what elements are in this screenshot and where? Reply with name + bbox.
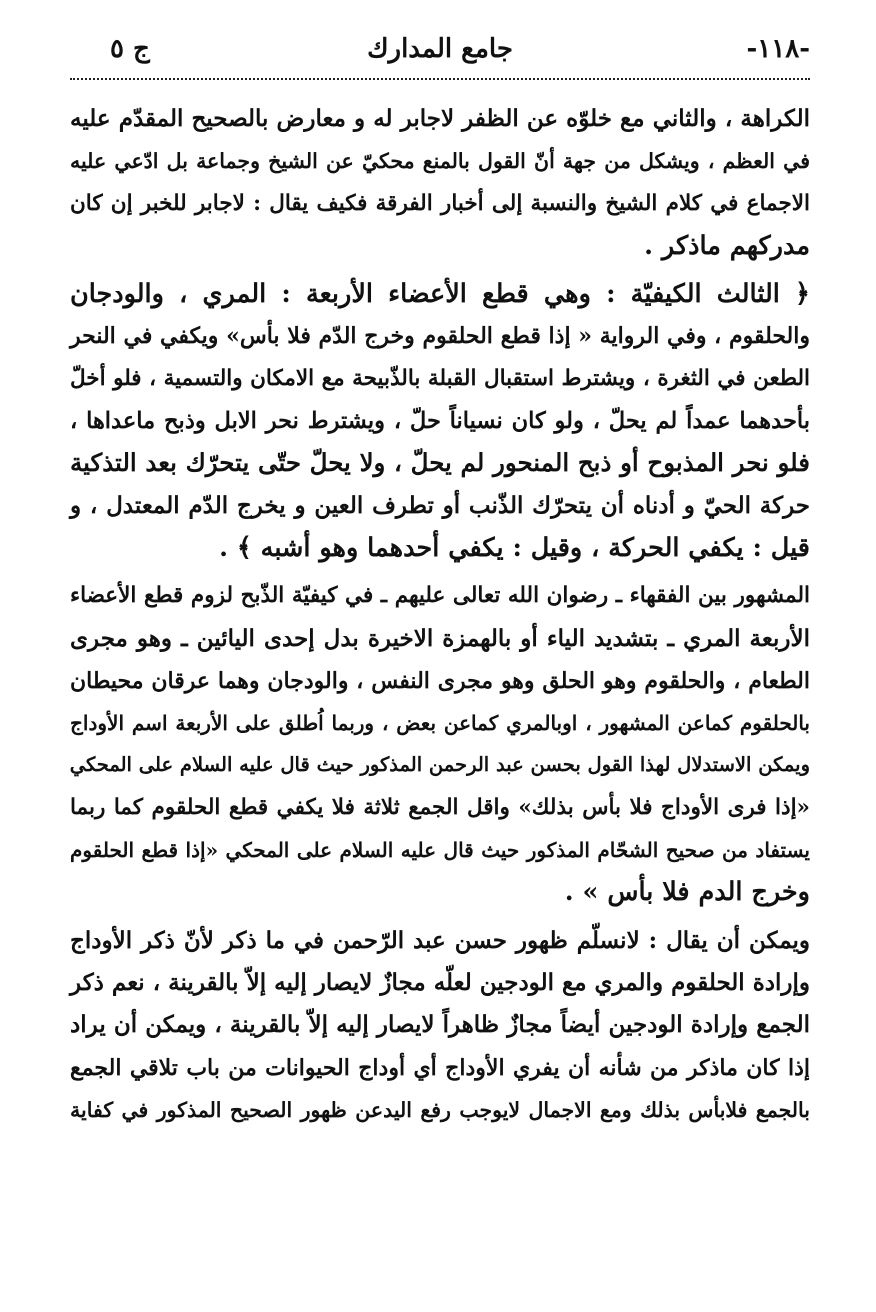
text-line: الطعن في الثغرة ، ويشترط استقبال القبلة بالذّبيحة مع الامكان والتسمية ، فلو أخلّ (70, 365, 810, 391)
text-line: والحلقوم ، وفي الرواية « إذا قطع الحلقوم وخرج الدّم فلا بأس» ويكفي في النحر (70, 323, 810, 350)
page-header (70, 30, 810, 78)
book-title: جامع المدارك (367, 34, 513, 64)
text-line: وإرادة الحلقوم والمري مع الودجين لعلّه مجازٌ لايصار إليه إلاّ بالقرينة ، نعم ذكر (70, 968, 810, 996)
text-line: في العظم ، ويشكل من جهة أنّ القول بالمنع محكيّ عن الشيخ وجماعة بل ادّعي عليه (70, 149, 811, 174)
text-line: الاجماع في كلام الشيخ والنسبة إلى أخبار الفرقة فكيف يقال : لاجابر للخبر إن كان (70, 190, 810, 216)
text-line: الطعام ، والحلقوم وهو الحلق وهو مجرى النفس ، والودجان وهما عرقان محيطان (70, 667, 810, 694)
text-line: إذا كان ماذكر من شأنه أن يفري الأوداج أي أوداج الحيوانات من باب تلاقي الجمع (70, 1054, 810, 1081)
text-line: المشهور بين الفقهاء ـ رضوان الله تعالى عليهم ـ في كيفيّة الذّبح لزوم قطع الأعضاء (70, 583, 810, 609)
paragraph-1 (70, 98, 810, 267)
text-line: الجمع وإرادة الودجين أيضاً مجازٌ ظاهراً لايصار إليه إلاّ بالقرينة ، ويمكن أن يراد (70, 1011, 811, 1039)
paragraph-4 (70, 920, 810, 1131)
text-line: الأربعة المري ـ بتشديد الياء أو بالهمزة الاخيرة بدل إحدى اليائين ـ وهو مجرى (70, 624, 810, 652)
page-body (70, 98, 810, 1131)
text-line: فلو نحر المذبوح أو ذبح المنحور لم يحلّ ، ولا يحلّ حتّى يتحرّك بعد التذكية (70, 448, 810, 478)
text-line: مدركهم ماذكر . (644, 230, 810, 261)
text-line: ويمكن الاستدلال لهذا القول بحسن عبد الرحمن المذكور حيث قال عليه السلام على المحكي (69, 753, 810, 777)
text-line: وخرج الدم فلا بأس » . (564, 877, 810, 908)
text-line: يستفاد من صحيح الشحّام المذكور حيث قال عليه السلام على المحكي «إذا قطع الحلقوم (70, 838, 810, 863)
text-line: قيل : يكفي الحركة ، وقيل : يكفي أحدهما وهو أشبه ﴾ . (219, 532, 810, 563)
paragraph-3 (70, 575, 810, 913)
text-line: ﴿ الثالث الكيفيّة : وهي قطع الأعضاء الأربعة : المري ، والودجان (70, 279, 810, 310)
text-line: ويمكن أن يقال : لانسلّم ظهور حسن عبد الرّحمن في ما ذكر لأنّ ذكر الأوداج (70, 926, 810, 954)
paragraph-2 (70, 273, 810, 569)
text-line: بأحدهما عمداً لم يحلّ ، ولو كان نسياناً حلّ ، ويشترط نحر الابل وذبح ماعداها ، (70, 408, 810, 435)
volume-label: ج ٥ (110, 34, 150, 64)
header-divider (70, 78, 810, 80)
text-line: حركة الحيّ و أدناه أن يتحرّك الذّنب أو تطرف العين و يخرج الدّم المعتدل ، و (70, 491, 810, 519)
text-line: بالحلقوم كماعن المشهور ، اوبالمري كماعن بعض ، وربما اُطلق على الأربعة اسم الأوداج (70, 711, 810, 736)
text-line: الكراهة ، والثاني مع خلوّه عن الظفر لاجابر له و معارض بالصحيح المقدّم عليه (70, 105, 810, 132)
text-line: بالجمع فلابأس بذلك ومع الاجمال لايوجب رفع اليدعن ظهور الصحيح المذكور في كفاية (70, 1097, 810, 1122)
text-line: «إذا فرى الأوداج فلا بأس بذلك» واقل الجمع ثلاثة فلا يكفي قطع الحلقوم كما ربما (70, 794, 810, 820)
page-number: -۱۱۸- (746, 34, 810, 64)
